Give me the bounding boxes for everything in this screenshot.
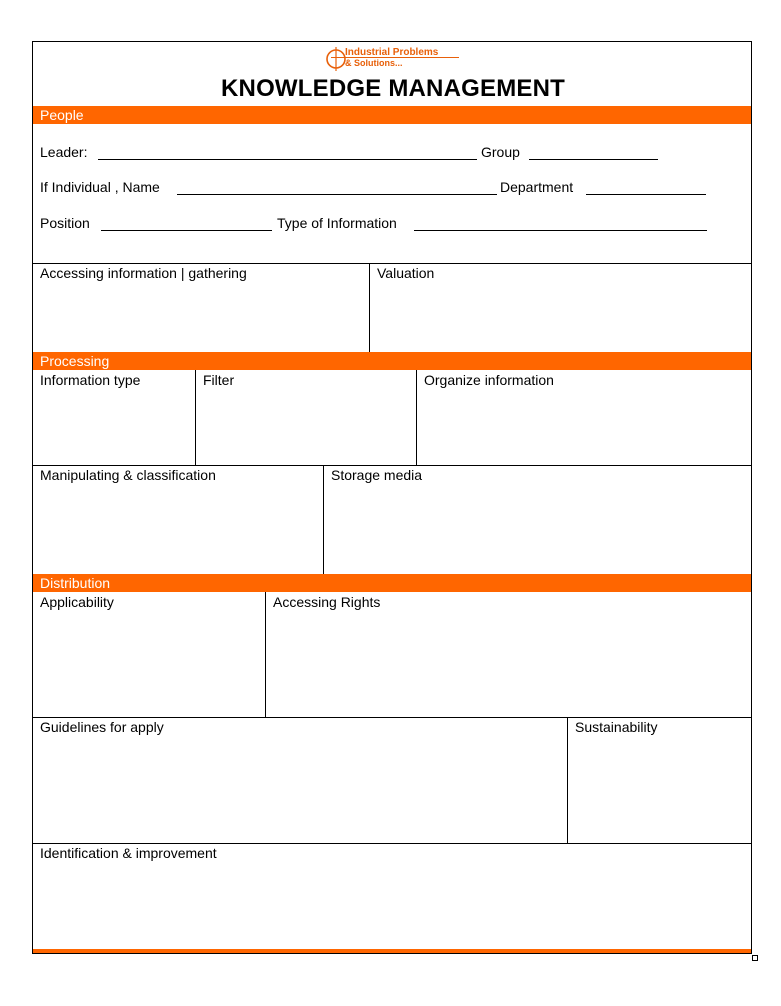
- identification-improvement-label: Identification & improvement: [40, 845, 217, 861]
- section-header-people: People: [33, 106, 751, 124]
- position-label: Position: [40, 215, 90, 231]
- department-field[interactable]: [586, 194, 706, 195]
- filter-label: Filter: [203, 372, 235, 388]
- department-label: Department: [500, 179, 574, 195]
- type-of-information-field[interactable]: [414, 230, 707, 231]
- guidelines-for-apply-label: Guidelines for apply: [40, 719, 164, 735]
- storage-media-label: Storage media: [331, 467, 423, 483]
- group-field[interactable]: [529, 159, 658, 160]
- resize-handle[interactable]: [752, 955, 758, 961]
- valuation-cell[interactable]: [370, 263, 751, 352]
- sustainability-cell[interactable]: [568, 717, 751, 843]
- company-logo: [321, 46, 466, 72]
- manipulating-classification-cell[interactable]: [33, 465, 324, 574]
- position-field[interactable]: [101, 230, 272, 231]
- individual-name-label: If Individual , Name: [40, 179, 160, 195]
- individual-name-field[interactable]: [177, 194, 497, 195]
- accessing-information-cell[interactable]: [33, 263, 370, 352]
- organize-information-cell[interactable]: [417, 370, 751, 466]
- applicability-cell[interactable]: [33, 592, 266, 717]
- logo-text-line2: & Solutions...: [345, 58, 403, 68]
- knowledge-management-form: [32, 41, 752, 954]
- storage-media-cell[interactable]: [324, 465, 751, 574]
- manipulating-classification-label: Manipulating & classification: [40, 467, 216, 483]
- form-title: KNOWLEDGE MANAGEMENT: [221, 75, 565, 102]
- organize-information-label: Organize information: [424, 372, 554, 388]
- logo-text-line1: Industrial Problems: [345, 47, 439, 58]
- sustainability-label: Sustainability: [575, 719, 658, 735]
- accessing-rights-label: Accessing Rights: [273, 594, 381, 610]
- information-type-label: Information type: [40, 372, 141, 388]
- valuation-label: Valuation: [377, 265, 435, 281]
- information-type-cell[interactable]: [33, 370, 196, 466]
- leader-field[interactable]: [98, 159, 477, 160]
- type-of-information-label: Type of Information: [277, 215, 397, 231]
- group-label: Group: [481, 144, 520, 160]
- guidelines-for-apply-cell[interactable]: [33, 717, 568, 843]
- applicability-label: Applicability: [40, 594, 114, 610]
- section-header-processing: Processing: [33, 352, 751, 370]
- accessing-information-label: Accessing information | gathering: [40, 265, 247, 281]
- section-header-distribution: Distribution: [33, 574, 751, 592]
- accessing-rights-cell[interactable]: [266, 592, 751, 717]
- filter-cell[interactable]: [196, 370, 417, 466]
- bottom-accent-bar: [33, 949, 751, 953]
- identification-improvement-cell[interactable]: [33, 843, 751, 949]
- leader-label: Leader:: [40, 144, 88, 160]
